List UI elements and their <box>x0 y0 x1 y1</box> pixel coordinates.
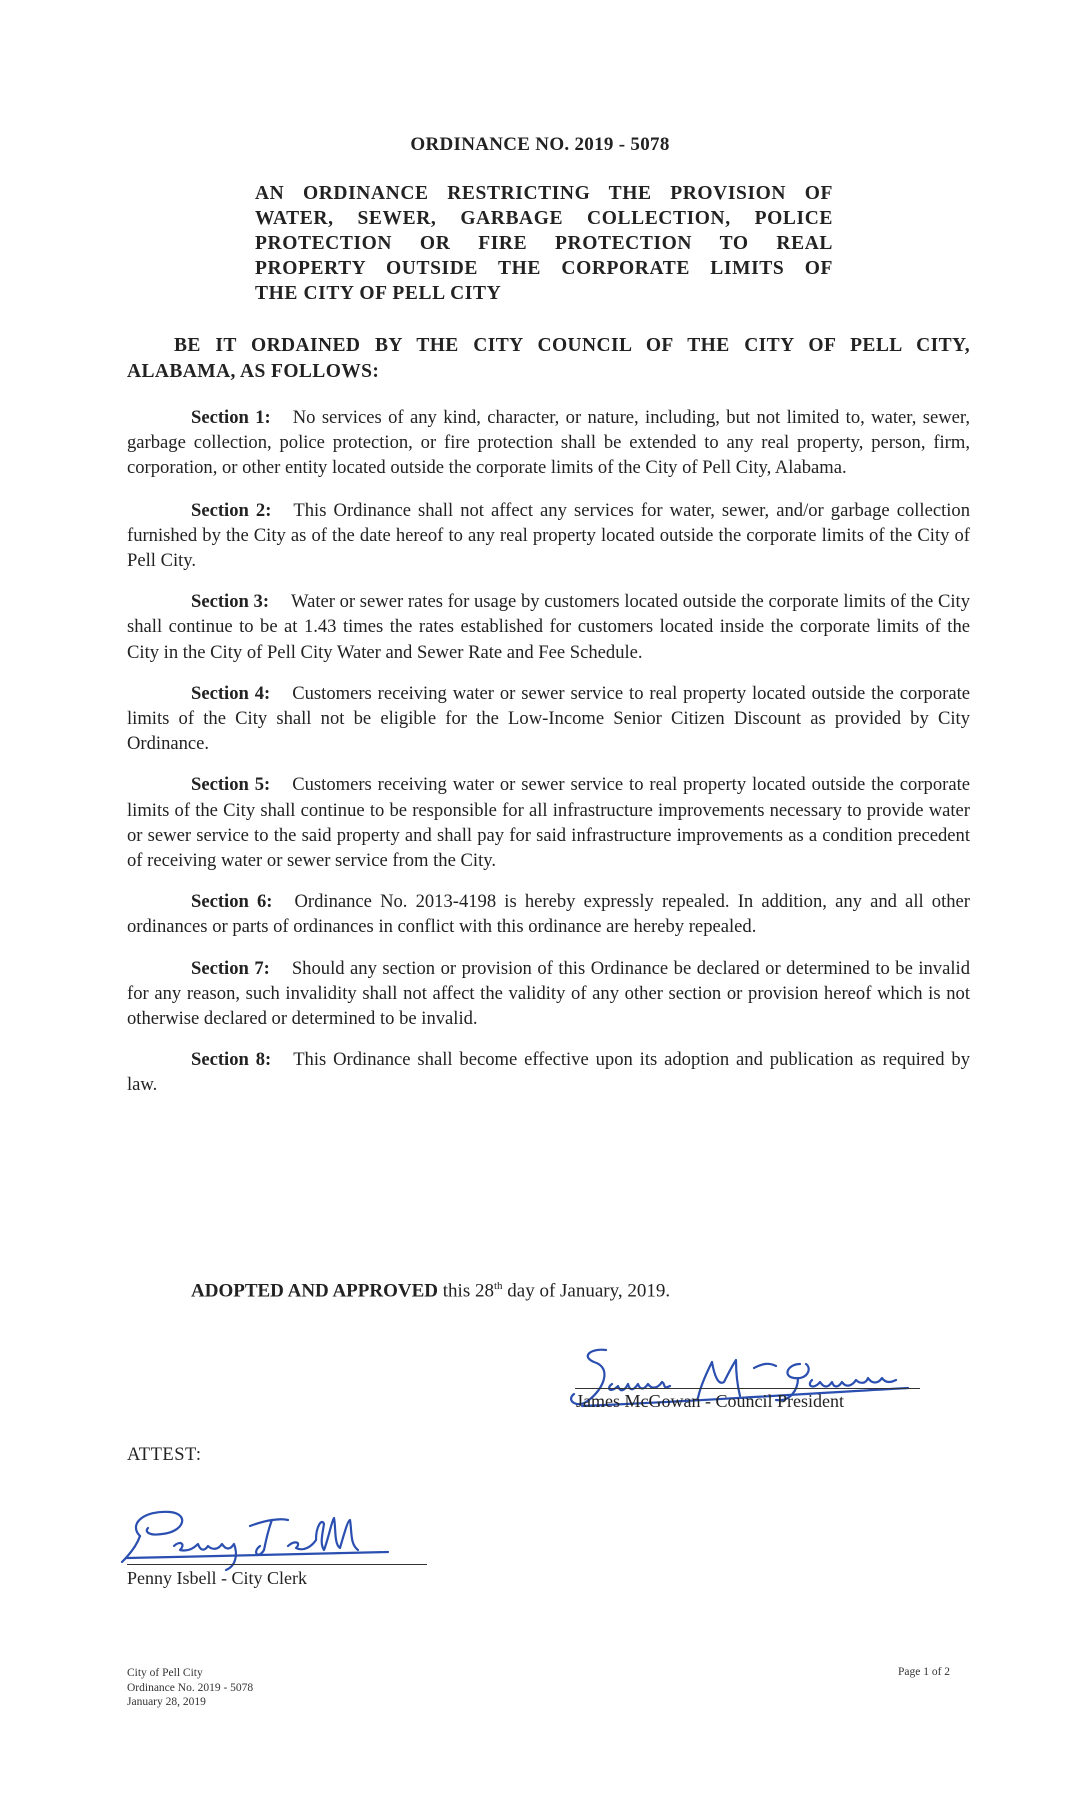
section-text: Customers receiving water or sewer service to real property located outside the corporate limits of the City shall continue to be responsible for all infrastructure improvements necessary to provide water or sewer service to the said property and shall pay for said infrastructure improvements as a condition precedent of receiving water or sewer service from the City. <box>127 774 970 872</box>
clerk-name: Penny Isbell - City Clerk <box>127 1568 307 1588</box>
footer-line: Ordinance No. 2019 - 5078 <box>127 1681 254 1694</box>
footer-info <box>127 1666 253 1710</box>
section-text: No services of any kind, character, or nature, including, but not limited to, water, sewer, garbage collection, police protection, or fire protection shall be extended to any real property, person, firm, corporation, or other entity located outside the corporate limits of the City of Pell City, Alabama. <box>127 407 970 479</box>
page-number: Page 1 of 2 <box>898 1666 951 1678</box>
section-text: This Ordinance shall become effective upon its adoption and publication as required by law. <box>127 1049 971 1096</box>
section-5 <box>127 772 970 873</box>
section-text: Customers receiving water or sewer service to real property located outside the corporate limits of the City shall not be eligible for the Low-Income Senior Citizen Discount as provided by City Ordinance. <box>127 682 970 755</box>
section-label: Section 1: <box>191 407 271 428</box>
sections-list <box>127 405 970 1098</box>
footer-line: City of Pell City <box>127 1667 203 1679</box>
subtitle-line: WATER, SEWER, GARBAGE COLLECTION, POLICE <box>255 208 833 229</box>
section-8 <box>127 1047 970 1097</box>
section-4 <box>127 681 970 757</box>
ordinance-title: ORDINANCE NO. 2019 - 5078 <box>410 134 670 155</box>
president-name: James McGowan - Council President <box>576 1391 844 1411</box>
adopted-label: ADOPTED AND APPROVED <box>191 1280 439 1302</box>
adopted-text: this 28 <box>438 1280 494 1302</box>
footer-line: January 28, 2019 <box>127 1696 206 1708</box>
section-2 <box>127 498 970 574</box>
ordinance-subtitle <box>255 181 833 306</box>
section-1 <box>127 405 970 481</box>
president-signature <box>562 1344 942 1424</box>
section-7 <box>127 956 970 1032</box>
section-6 <box>127 889 970 939</box>
section-label: Section 3: <box>191 591 270 613</box>
section-text: This Ordinance shall not affect any services for water, sewer, and/or garbage collection furnished by the City as of the date hereof to any real property located outside the corporate limits of the City of Pell City. <box>127 499 971 572</box>
subtitle-line: PROTECTION OR FIRE PROTECTION TO REAL <box>255 233 833 254</box>
adopted-date: day of January, 2019. <box>502 1280 671 1302</box>
president-signature-line <box>575 1388 920 1389</box>
section-label: Section 2: <box>191 499 272 521</box>
section-text: Ordinance No. 2013-4198 is hereby expressly repealed. In addition, any and all other ordinances or parts of ordinances in conflict with this ordinance are hereby repealed. <box>127 891 970 938</box>
section-label: Section 5: <box>191 774 271 796</box>
section-label: Section 4: <box>191 682 271 704</box>
section-label: Section 6: <box>191 891 273 913</box>
subtitle-line: THE CITY OF PELL CITY <box>255 283 502 304</box>
section-3 <box>127 589 970 665</box>
adopted-ordinal: th <box>493 1280 503 1292</box>
section-label: Section 8: <box>191 1049 272 1071</box>
subtitle-line: PROPERTY OUTSIDE THE CORPORATE LIMITS OF <box>255 258 833 279</box>
section-label: Section 7: <box>191 957 270 979</box>
clerk-signature-line <box>127 1564 427 1565</box>
subtitle-line: AN ORDINANCE RESTRICTING THE PROVISION OF <box>255 183 833 204</box>
section-text: Water or sewer rates for usage by customers located outside the corporate limits of the City shall continue to be at 1.43 times the rates established for customers located inside the corporate limits of the City in the City of Pell City Water and Sewer Rate and Fee Schedule. <box>127 591 970 663</box>
adopted-statement <box>191 1273 670 1304</box>
ordained-clause: BE IT ORDAINED BY THE CITY COUNCIL OF THE CITY OF PELL CITY, ALABAMA, AS FOLLOWS: <box>127 335 970 382</box>
attest-label: ATTEST: <box>127 1445 202 1465</box>
signature-mark <box>562 1344 942 1424</box>
section-text: Should any section or provision of this Ordinance be declared or determined to be invalid for any reason, such invalidity shall not affect the validity of any other section or provision hereof which is not otherwise declared or determined to be invalid. <box>127 957 970 1030</box>
